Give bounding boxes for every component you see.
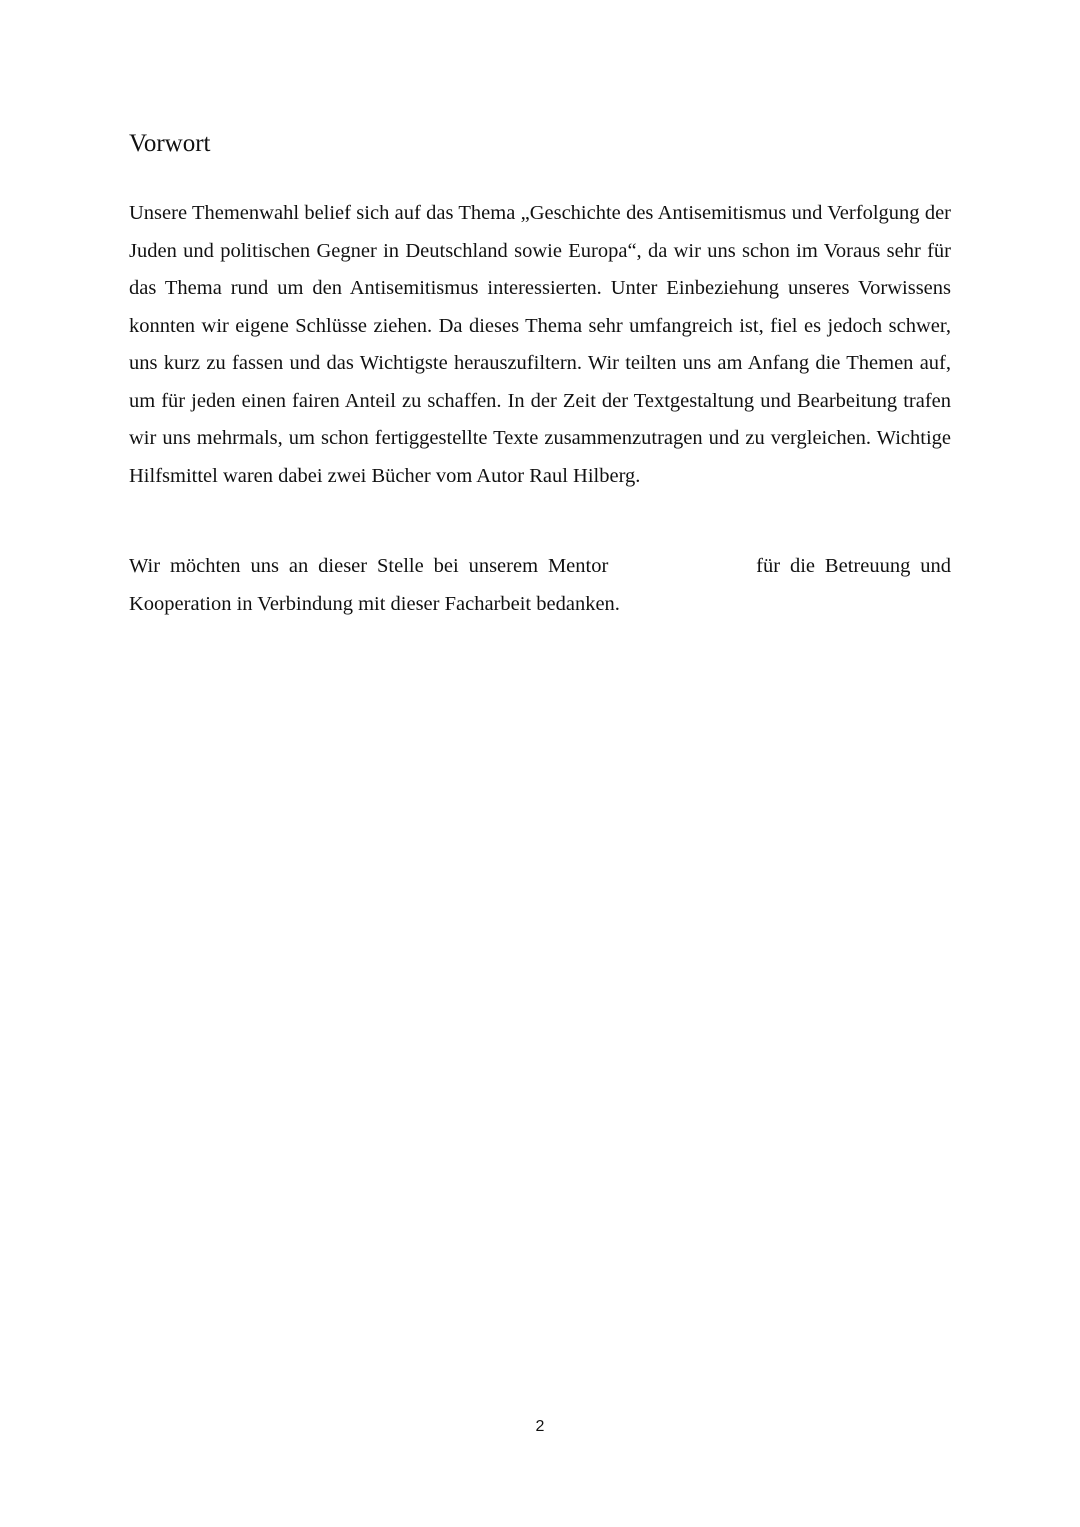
page-number: 2 [535, 1418, 545, 1435]
body-paragraph-2 [129, 548, 951, 623]
acknowledgement-text-end: für die Betreuung und Kooperation in Verbindung mit dieser Facharbeit bedanken. [129, 555, 951, 615]
section-heading: Vorwort [129, 130, 211, 157]
body-paragraph-1: Unsere Themenwahl belief sich auf das Thema „Geschichte des Antisemitismus und Verfolgung der Juden und politischen Gegner in Deutschland sowie Europa“, da wir uns schon im Voraus sehr für das Thema rund um den Antisemitismus interessierten. Unter Einbeziehung unseres Vorwissens konnten wir eigene Schlüsse ziehen. Da dieses Thema sehr umfangreich ist, fiel es jedoch schwer, uns kurz zu fassen und das Wichtigste herauszufiltern. Wir teilten uns am Anfang die Themen auf, um für jeden einen fairen Anteil zu schaffen. In der Zeit der Textgestaltung und Bearbeitung trafen wir uns mehrmals, um schon fertiggestellte Texte zusammenzutragen und zu vergleichen. Wichtige Hilfsmittel waren dabei zwei Bücher vom Autor Raul Hilberg. [129, 202, 951, 487]
acknowledgement-text-start: Wir möchten uns an dieser Stelle bei unserem Mentor [129, 555, 609, 577]
